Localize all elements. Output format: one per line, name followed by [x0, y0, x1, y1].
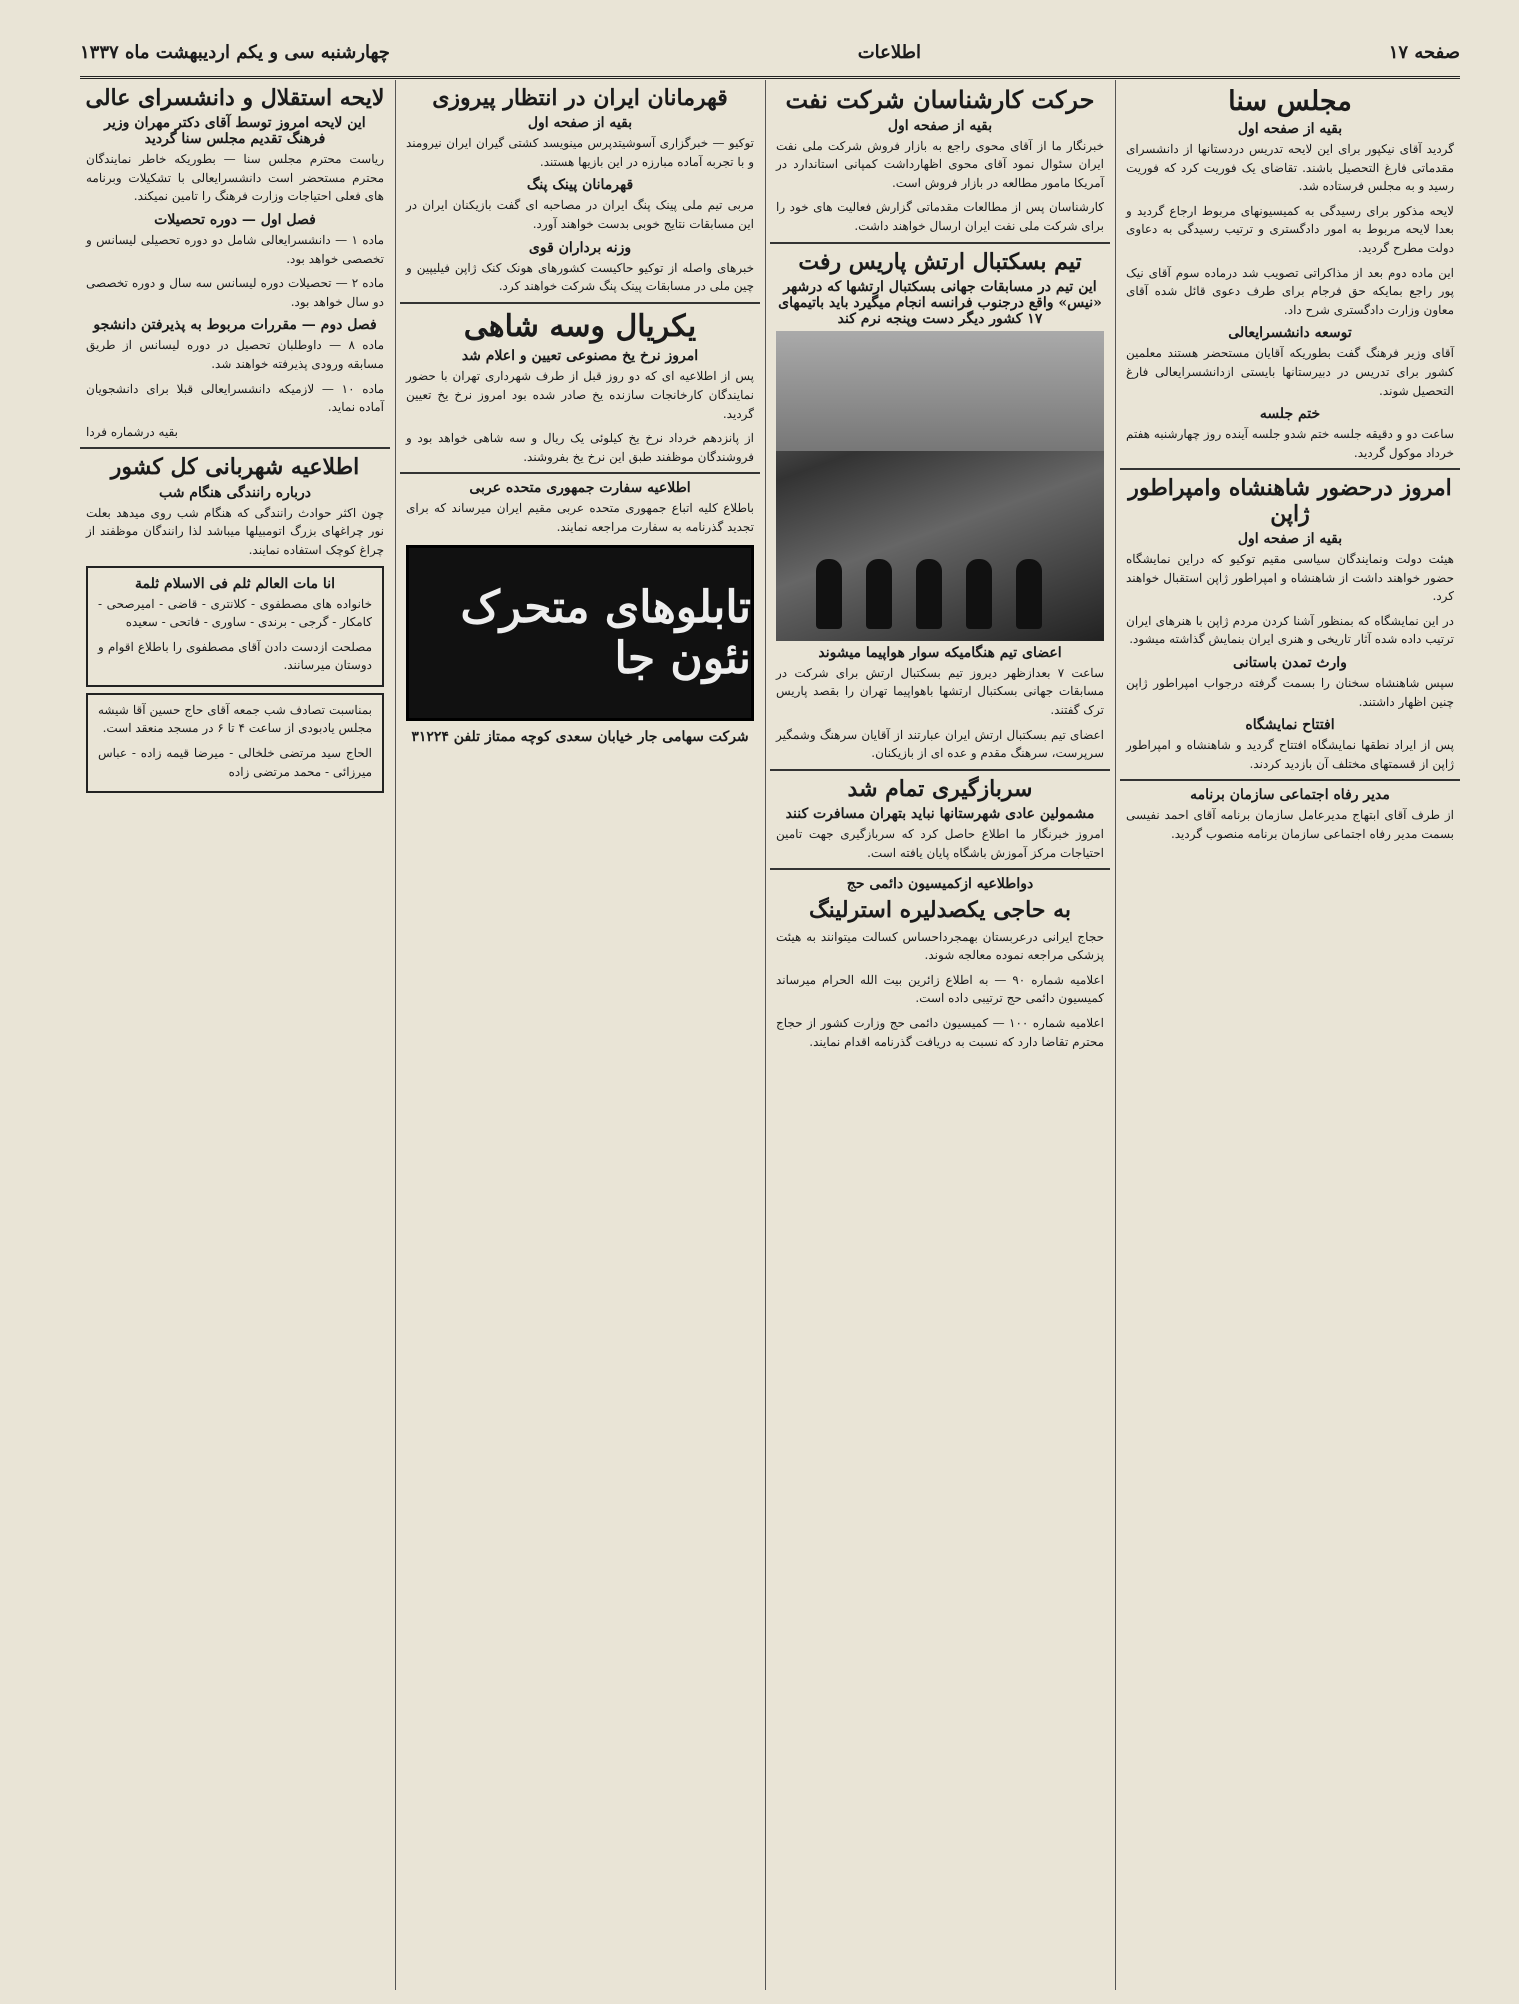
article-title: مجلس سنا	[1228, 86, 1352, 117]
divider	[1120, 468, 1460, 470]
section-heading: وارث تمدن باستانی	[1233, 654, 1347, 671]
article-subtitle: بقیه از صفحه اول	[1237, 530, 1343, 547]
obituary-families: خانواده های مصطفوی - کلانتری - قاضی - امیرصحی - کامکار - گرجی - برندی - ساوری - فاتحی - سعیده	[98, 596, 372, 630]
article-paragraph: گردید آقای نیکپور برای این لایحه تدریس دردستانها از دانشسرای مقدماتی فارغ التحصیل باشند. تقاضای یک فوریت کرد که فوریت رسید و به مجلس فرستاده شد.	[1126, 142, 1454, 194]
divider	[80, 447, 390, 449]
article-paragraph: ماده ۲ — تحصیلات دوره لیسانس سه سال و دوره تخصصی دو سال خواهد بود.	[86, 276, 385, 309]
article-title: به حاجی یکصدلیره استرلینگ	[808, 897, 1072, 924]
article-title: قهرمانان ایران در انتظار پیروزی	[432, 85, 728, 111]
article-paragraph: ساعت ۷ بعدازظهر دیروز تیم بسکتبال ارتش برای شرکت در مسابقات جهانی بسکتبال ارتشها باهواپیما تهران را بقصد پاریس ترک گفتند.	[776, 665, 1105, 718]
photo-sky	[776, 331, 1104, 451]
article-paragraph: ریاست محترم مجلس سنا — بطوریکه خاطر نمایندگان محترم مستحضر است دانشسرایعالی با تشکیلات وبرنامه های فعلی احتیاجات وزارت فرهنگ را تامین نمیکند.	[86, 152, 384, 204]
section-heading: قهرمانان پینک پنگ	[526, 177, 634, 194]
ad-text: تابلوهای متحرک نئون جا	[460, 581, 751, 684]
article-paragraph: ماده ۱ — دانشسرایعالی شامل دو دوره تحصیلی لیسانس و تخصصی خواهد بود.	[86, 233, 384, 266]
article-paragraph: این ماده دوم بعد از مذاکراتی تصویب شد درماده سوم آقای نیک پور راجع بمایکه حق فرجام برای طرف دعوی قائل شده آقای معاون وزارت دادگستری شرح داد.	[1126, 265, 1454, 317]
notice-heading: دواطلاعیه ازکمیسیون دائمی حج	[846, 876, 1034, 893]
divider	[770, 242, 1110, 244]
article-paragraph: مربی تیم ملی پینک پنگ ایران در مصاحبه ای گفت بازیکنان ایران در این مسابقات نتایج خوبی بدست خواهند آورد.	[406, 198, 754, 232]
article-paragraph: سپس شاهنشاه سخنان را بسمت گرفته درجواب امپراطور ژاپن چنین اظهار داشتند.	[1126, 675, 1454, 709]
obituary-title: انا مات العالم ثلم فی الاسلام ثلمة	[135, 575, 335, 592]
article-paragraph: ماده ۱۰ — لازمیکه دانشسرایعالی قبلا برای دانشجویان آماده نماید.	[86, 381, 384, 415]
section-heading: توسعه دانشسرایعالی	[1228, 325, 1352, 342]
article-paragraph: لایحه مذکور برای رسیدگی به کمیسیونهای مربوط ارجاع گردید و بعدا لایحه مربوط به امور دادگستری و ترتیب رسیدگی به دعاوی دولت مطرح گردید.	[1126, 203, 1454, 256]
obituary-box	[86, 566, 384, 687]
article-paragraph: حجاج ایرانی درعربستان بهمجرداحساس کسالت میتوانند به هیئت پزشکی مراجعه نموده معالجه شوند.	[776, 929, 1104, 963]
article-subtitle: امروز نرخ یخ مصنوعی تعیین و اعلام شد	[461, 348, 699, 365]
photo-figure	[916, 559, 942, 629]
section-heading: ختم جلسه	[1259, 406, 1321, 423]
article-paragraph: ساعت دو و دقیقه جلسه ختم شدو جلسه آینده روز چهارشنبه هفتم خرداد موکول گردید.	[1126, 427, 1454, 460]
article-title: امروز درحضور شاهنشاه وامپراطور ژاپن	[1128, 475, 1452, 527]
article-subtitle: مشمولین عادی شهرستانها نباید بتهران مسافرت کنند	[785, 806, 1095, 823]
article-paragraph: اعلامیه شماره ۱۰۰ — کمیسیون دائمی حج وزارت کشور از حجاج محترم تقاضا دارد که نسبت به دریافت گذرنامه اقدام نمایند.	[776, 1015, 1104, 1049]
article-paragraph: ماده ۸ — داوطلبان تحصیل در دوره لیسانس از طریق مسابقه ورودی پذیرفته خواهند شد.	[86, 338, 384, 372]
article-paragraph: هیئت دولت ونمایندگان سیاسی مقیم توکیو که دراین نمایشگاه حضور خواهند داشت از شاهنشاه و امپراطور ژاپن استقبال خواهند کرد.	[1126, 551, 1454, 604]
article-title: اطلاعیه شهربانی کل کشور	[110, 454, 360, 481]
divider	[1120, 779, 1460, 781]
team-photo	[776, 331, 1104, 641]
article-paragraph: اعلامیه شماره ۹۰ — به اطلاع زائرین بیت الله الحرام میرساند کمیسیون دائمی حج ترتیبی داده است.	[776, 972, 1104, 1006]
article-paragraph: توکیو — خبرگزاری آسوشیتدپرس مینویسد کشتی گیران ایران نیرومند و با تجربه آماده مبارزه در این بازیها هستند.	[406, 136, 754, 169]
photo-figure	[1016, 559, 1042, 629]
article-title: حرکت کارشناسان شرکت نفت	[785, 85, 1095, 114]
article-paragraph: پس از ایراد نطقها نمایشگاه افتتاح گردید و شاهنشاه و امپراطور ژاپن از قسمتهای مختلف آن بازدید کردند.	[1126, 738, 1454, 771]
article-subtitle: درباره رانندگی هنگام شب	[158, 484, 312, 501]
paper-name: اطلاعات	[857, 41, 921, 63]
article-paragraph: پس از اطلاعیه ای که دو روز قبل از طرف شهرداری تهران با حضور نمایندگان کارخانجات سازنده یخ صادر شده بود امروز نرخ یخ تعیین گردید.	[406, 369, 754, 421]
article-paragraph: خبرنگار ما از آقای محوی راجع به بازار فروش شرکت ملی نفت ایران سئوال نمود آقای محوی اظهارداشت کمپانی استاندارد در آمریکا مامور مطالعه در بازار فروش است.	[776, 138, 1104, 190]
page-label: صفحه ۱۷	[1388, 41, 1460, 63]
article-paragraph: کارشناسان پس از مطالعات مقدماتی گزارش فعالیت های خود را برای شرکت ملی نفت ایران ارسال خواهند داشت.	[776, 200, 1104, 233]
photo-caption: اعضای تیم هنگامیکه سوار هواپیما میشوند	[818, 644, 1062, 661]
column-divider	[395, 80, 396, 1990]
column-teachers-college	[80, 80, 390, 1990]
article-subtitle: بقیه از صفحه اول	[1237, 121, 1343, 138]
divider	[770, 769, 1110, 771]
article-subtitle: بقیه از صفحه اول	[527, 115, 633, 132]
article-title: یکریال وسه شاهی	[463, 308, 697, 344]
divider	[400, 302, 760, 304]
article-paragraph: از طرف آقای ابتهاج مدیرعامل سازمان برنامه آقای احمد نفیسی بسمت مدیر رفاه اجتماعی سازمان برنامه منصوب گردید.	[1126, 808, 1454, 841]
divider	[400, 472, 760, 474]
article-title: لایحه استقلال و دانشسرای عالی	[85, 85, 385, 111]
column-senate	[1120, 80, 1460, 1990]
article-subtitle: بقیه از صفحه اول	[887, 117, 993, 134]
article-paragraph: در این نمایشگاه که بمنظور آشنا کردن مردم ژاپن با هنرهای ایران ترتیب داده شده آثار تاریخی و هنری ایران بنمایش گذاشته میشود.	[1126, 613, 1454, 647]
neon-advertisement	[406, 545, 754, 721]
article-paragraph: باطلاع کلیه اتباع جمهوری متحده عربی مقیم ایران میرساند که برای تجدید گذرنامه به سفارت مراجعه نمایند.	[406, 501, 754, 534]
divider	[770, 868, 1110, 870]
section-heading: فصل دوم — مقررات مربوط به پذیرفتن دانشجو	[93, 317, 377, 334]
column-divider	[765, 80, 766, 1990]
article-paragraph: آقای وزیر فرهنگ گفت بطوریکه آقایان مستحضر هستند معلمین کشور برای تدریس در دبیرستانها بایستی ازدانشسرایعالی فارغ التحصیل شوند.	[1126, 346, 1454, 398]
memorial-signatories: الحاج سید مرتضی خلخالی - میرضا قیمه زاده - عباس میرزائی - محمد مرتضی زاده	[98, 746, 372, 779]
ad-footer: شرکت سهامی جار خیابان سعدی کوچه ممتاز تلفن ۳۱۲۲۴	[411, 728, 749, 745]
obituary-text: مصلحت ازدست دادن آقای مصطفوی را باطلاع اقوام و دوستان میرسانند.	[98, 639, 372, 673]
issue-date: چهارشنبه سی و یکم اردیبهشت ماه ۱۳۳۷	[80, 41, 390, 63]
section-heading: مدیر رفاه اجتماعی سازمان برنامه	[1190, 787, 1390, 804]
memorial-text: بمناسبت تصادف شب جمعه آقای حاج حسین آقا شیشه مجلس یادبودی از ساعت ۴ تا ۶ در مسجد منعقد است.	[98, 702, 372, 736]
article-subtitle: این تیم در مسابقات جهانی بسکتبال ارتشها که درشهر «نیس» واقع درجنوب فرانسه انجام میگیرد باید باتیمهای ۱۷ کشور دیگر دست وپنجه نرم کند	[778, 278, 1102, 327]
photo-figure	[866, 559, 892, 629]
column-oil	[770, 80, 1110, 1990]
article-paragraph: امروز خبرنگار ما اطلاع حاصل کرد که سربازگیری جهت تامین احتیاجات مرکز آموزش باشگاه پایان یافته است.	[776, 827, 1104, 860]
photo-figure	[966, 559, 992, 629]
article-subtitle: این لایحه امروز توسط آقای دکتر مهران وزیر فرهنگ تقدیم مجلس سنا گردید	[104, 115, 366, 148]
article-paragraph: چون اکثر حوادث رانندگی که هنگام شب روی میدهد بعلت نور چراغهای بزرگ اتومبیلها میباشد لذا رانندگان موظفند از چراغ کوچک استفاده نمایند.	[86, 505, 384, 557]
article-paragraph: اعضای تیم بسکتبال ارتش ایران عبارتند از آقایان سرهنگ وشمگیر سرپرست، سرهنگ مقدم و عده ای از بازیکنان.	[776, 727, 1104, 761]
article-title: تیم بسکتبال ارتش پاریس رفت	[798, 248, 1082, 275]
photo-figure	[816, 559, 842, 629]
column-sports	[400, 80, 760, 1990]
notice-heading: اطلاعیه سفارت جمهوری متحده عربی	[469, 480, 691, 497]
article-paragraph: خبرهای واصله از توکیو حاکیست کشورهای هونک کنک ژاپن فیلیپین و چین ملی در مسابقات پینک پنگ شرکت خواهند کرد.	[406, 260, 754, 294]
article-paragraph: از پانزدهم خرداد نرخ یخ کیلوئی یک ریال و سه شاهی خواهد بود و فروشندگان موظفند طبق این نرخ یخ بفروشند.	[406, 431, 754, 464]
article-title: سربازگیری تمام شد	[847, 775, 1033, 802]
column-divider	[1115, 80, 1116, 1990]
continued-note: بقیه درشماره فردا	[86, 424, 178, 439]
section-heading: وزنه برداران قوی	[528, 239, 632, 256]
section-heading: افتتاح نمایشگاه	[1245, 717, 1335, 734]
masthead	[80, 28, 1460, 79]
memorial-box	[86, 693, 384, 793]
section-heading: فصل اول — دوره تحصیلات	[154, 212, 316, 229]
